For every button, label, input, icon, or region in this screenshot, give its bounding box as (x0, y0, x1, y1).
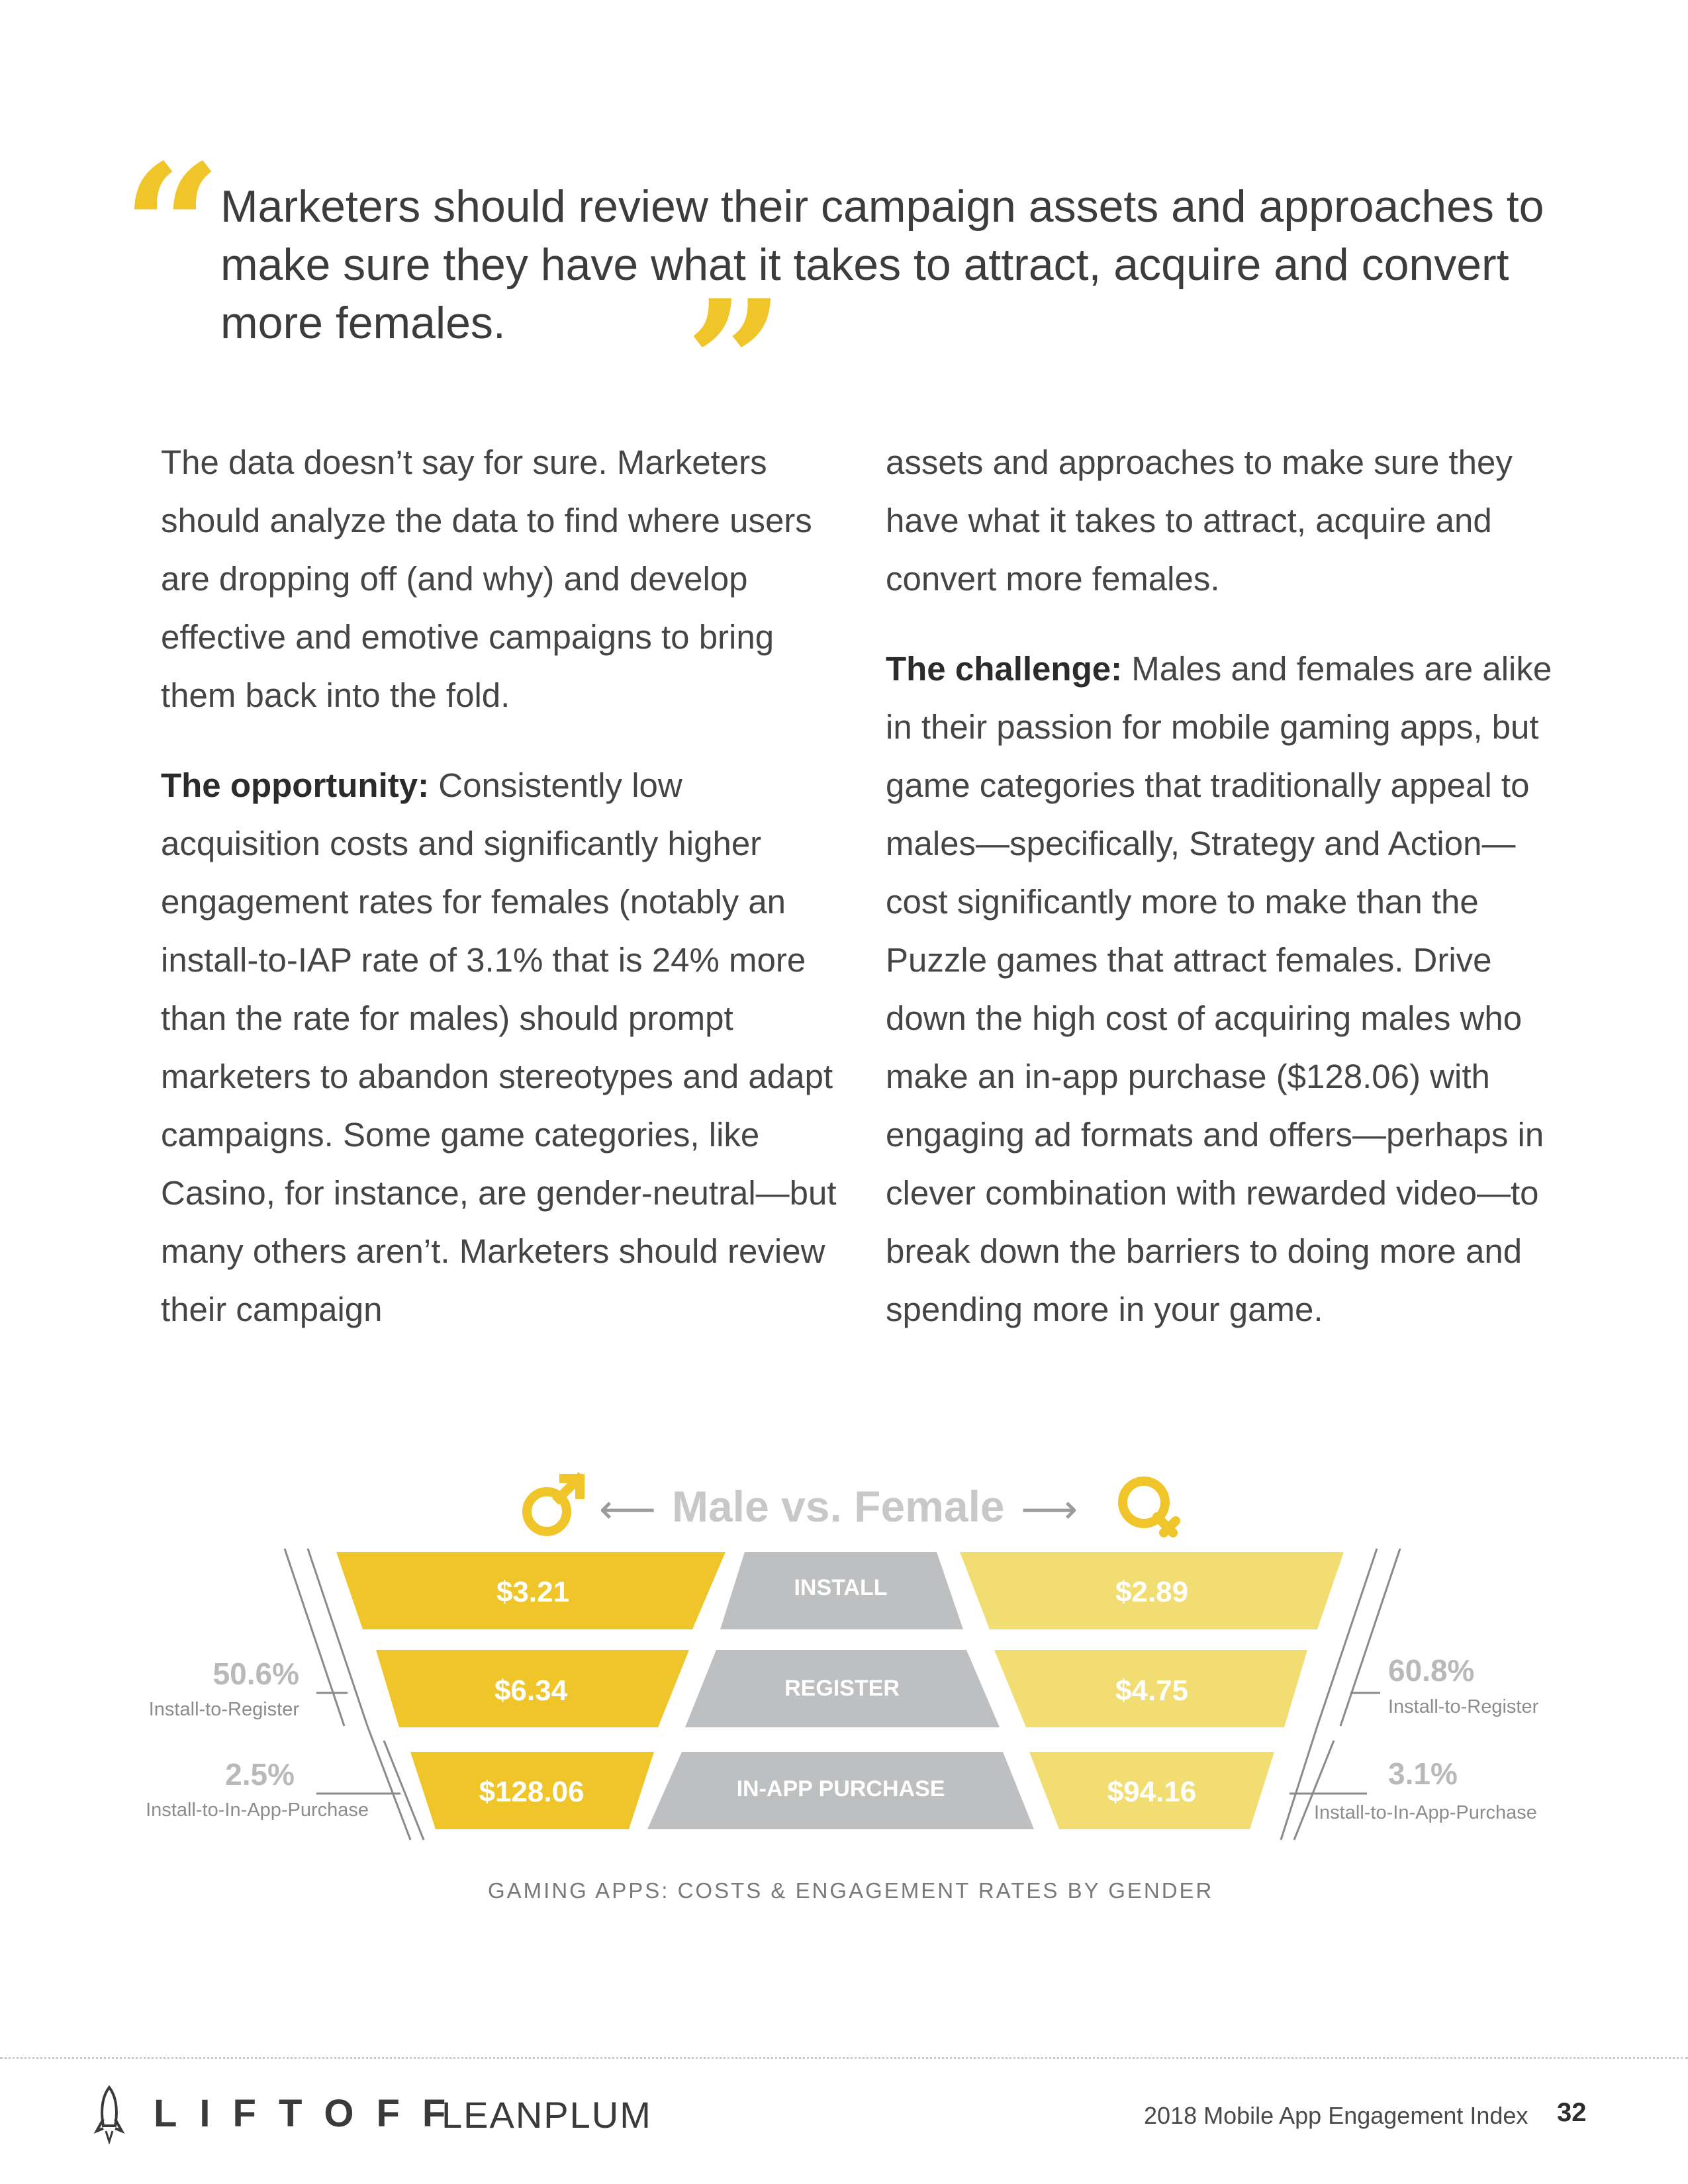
arrow-right-icon: ⟶ (1021, 1487, 1078, 1531)
left-paragraph-2 (161, 756, 846, 1339)
right-paragraph-2 (886, 640, 1574, 1339)
female-iap-cost: $94.16 (1107, 1776, 1197, 1808)
right-column (886, 433, 1574, 1371)
male-install-cost: $3.21 (496, 1576, 570, 1608)
left-paragraph-1: The data doesn’t say for sure. Marketers should analyze the data to find where users are dropping off (and why) and develop effective and emotive campaigns to bring them back into the fold. (161, 443, 812, 714)
right-paragraph-1: assets and approaches to make sure they have what it takes to attract, acquire and convert more females. (886, 443, 1513, 598)
challenge-body: Males and females are alike in their passion for mobile gaming apps, but game categories that traditionally appeal to males—specifically, Strategy and Action—cost significantly more to make than the Puzzle games that attract females. Drive down the high cost of acquiring males who make an in-app purchase ($128.06) with engaging ad formats and offers—perhaps in clever combination with rewarded video—to break down the barriers to doing more and spending more in your game. (886, 650, 1552, 1328)
infographic-caption: GAMING APPS: COSTS & ENGAGEMENT RATES BY GENDER (488, 1878, 1214, 1903)
leanplum-logo: LEANPLUM (442, 2094, 652, 2136)
left-column (161, 433, 846, 1371)
female-iap-rate: 3.1% (1388, 1756, 1458, 1791)
iap-stage-label: IN-APP PURCHASE (736, 1776, 945, 1801)
female-register-rate-label: Install-to-Register (1388, 1696, 1539, 1717)
open-quote-mark: “ (122, 127, 222, 329)
male-register-rate: 50.6% (212, 1657, 299, 1691)
male-register-cost: $6.34 (494, 1674, 568, 1707)
female-iap-rate-label: Install-to-In-App-Purchase (1314, 1802, 1537, 1823)
rocket-icon (93, 2085, 126, 2144)
male-register-rate-label: Install-to-Register (148, 1699, 299, 1720)
male-iap-cost: $128.06 (479, 1776, 585, 1808)
opportunity-heading: The opportunity: (161, 766, 430, 804)
female-register-cost: $4.75 (1115, 1674, 1189, 1707)
male-iap-rate-label: Install-to-In-App-Purchase (146, 1799, 369, 1821)
close-quote-mark: ” (685, 263, 784, 465)
funnel-infographic (0, 1456, 1688, 1919)
register-stage-label: REGISTER (784, 1676, 900, 1701)
female-register-rate: 60.8% (1388, 1653, 1475, 1688)
footer-divider (0, 2057, 1688, 2059)
page-number: 32 (1557, 2098, 1587, 2127)
infographic-title: Male vs. Female (672, 1482, 1005, 1531)
opportunity-body: Consistently low acquisition costs and significantly higher engagement rates for females (notably an install-to-IAP rate of 3.1% that is 24% more than the rate for males) should prompt marketers to abandon stereotypes and adapt campaigns. Some game categories, like Casino, for instance, are gender-neutral—but many others aren’t. Marketers should review their campaign (161, 766, 837, 1328)
challenge-heading: The challenge: (886, 650, 1123, 688)
female-install-cost: $2.89 (1115, 1576, 1189, 1608)
male-iap-rate: 2.5% (225, 1757, 295, 1792)
pull-quote: Marketers should review their campaign assets and approaches to make sure they have what it takes to attract, acquire and convert more females. (220, 181, 1544, 348)
publication-title: 2018 Mobile App Engagement Index (1144, 2102, 1528, 2129)
arrow-left-icon: ⟵ (599, 1487, 657, 1531)
funnel-svg (0, 1456, 1688, 1919)
liftoff-logo: LIFTOFF (154, 2092, 469, 2135)
install-stage-label: INSTALL (794, 1575, 888, 1600)
